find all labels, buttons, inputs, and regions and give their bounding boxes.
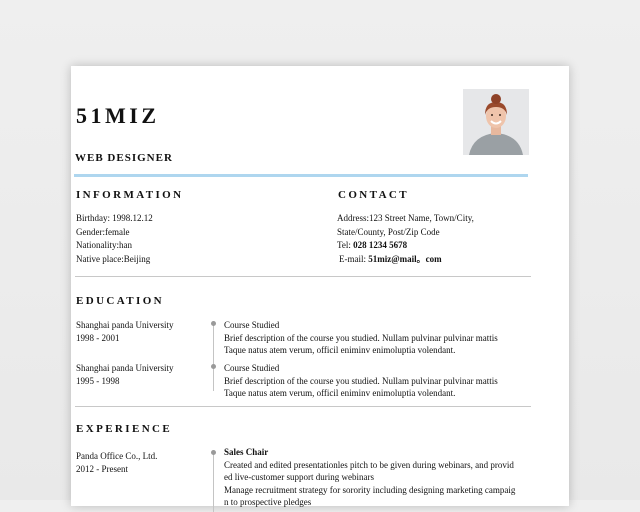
native-place-text: Native place:Beijing	[76, 254, 151, 265]
section-divider	[75, 406, 531, 407]
timeline-dot	[211, 450, 216, 455]
position-title: Sales Chair	[224, 447, 269, 457]
resume-role: WEB DESIGNER	[75, 152, 173, 164]
experience-line: n to prospective pledges	[224, 497, 312, 507]
education-right	[224, 319, 524, 357]
education-right	[224, 362, 524, 400]
school-name: Shanghai panda University	[76, 320, 174, 330]
timeline-dot	[211, 364, 216, 369]
experience-title: EXPERIENCE	[76, 423, 173, 435]
school-years: 1995 - 1998	[76, 376, 120, 386]
education-left	[76, 319, 173, 345]
education-left	[76, 362, 173, 388]
tel-value: 028 1234 5678	[353, 240, 408, 251]
portrait-image	[463, 89, 529, 155]
nationality-text: Nationality:han	[76, 240, 132, 251]
profile-photo	[463, 89, 529, 155]
experience-line: Created and edited presentationles pitch to be given during webinars, and provid	[224, 459, 514, 470]
experience-timeline	[213, 452, 214, 512]
course-title: Course Studied	[224, 363, 280, 373]
information-list	[76, 212, 153, 267]
contact-title: CONTACT	[338, 189, 409, 201]
tel-label: Tel:	[337, 240, 354, 251]
tel-row	[337, 239, 474, 253]
course-desc-line: Taque natus atem verum, officil eniminv enimoluptia volendant.	[224, 345, 456, 355]
school-years: 1998 - 2001	[76, 333, 120, 343]
address-line-2: State/County, Post/Zip Code	[337, 226, 440, 237]
education-timeline	[213, 323, 214, 391]
education-title: EDUCATION	[76, 295, 165, 307]
company-years: 2012 - Present	[76, 464, 128, 474]
experience-line: Manage recruitment strategy for sorority including designing marketing campaig	[224, 484, 516, 495]
information-title: INFORMATION	[76, 189, 184, 201]
contact-list	[337, 212, 474, 267]
experience-left	[76, 450, 157, 476]
course-desc-line: Brief description of the course you studied. Nullam pulvinar pulvinar mattis	[224, 375, 498, 386]
course-desc-line: Brief description of the course you studied. Nullam pulvinar pulvinar mattis	[224, 332, 498, 343]
email-value: 51miz@mail。com	[368, 254, 442, 265]
resume-page	[71, 66, 569, 506]
school-name: Shanghai panda University	[76, 363, 174, 373]
experience-line: ed live-customer support during webinars	[224, 472, 374, 482]
company-name: Panda Office Co., Ltd.	[76, 451, 158, 461]
address-line-1: Address:123 Street Name, Town/City,	[337, 213, 474, 223]
birthday-text: Birthday: 1998.12.12	[76, 213, 153, 223]
timeline-dot	[211, 321, 216, 326]
header-divider	[74, 174, 528, 177]
experience-right	[224, 446, 534, 509]
email-row	[337, 253, 474, 267]
resume-name: 51MIZ	[76, 103, 160, 128]
section-divider	[75, 276, 531, 277]
gender-text: Gender:female	[76, 226, 130, 237]
email-label: E-mail:	[339, 254, 369, 265]
course-desc-line: Taque natus atem verum, officil eniminv enimoluptia volendant.	[224, 388, 456, 398]
course-title: Course Studied	[224, 320, 280, 330]
